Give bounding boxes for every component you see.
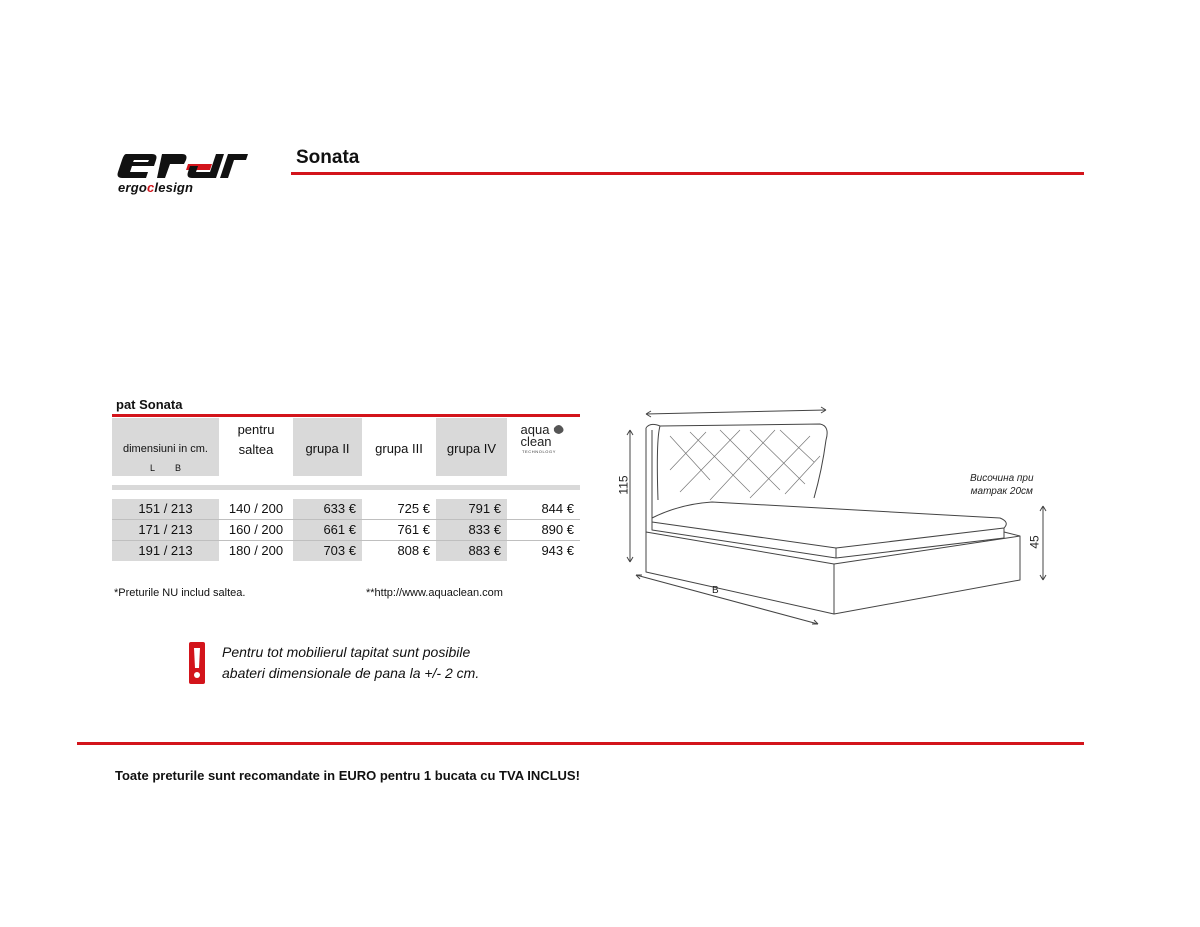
table-divider	[112, 414, 580, 417]
aquaclean-logo	[507, 418, 580, 458]
header-aquaclean	[507, 418, 580, 476]
table-row	[112, 499, 580, 519]
header-mattress-line1: pentru	[237, 422, 275, 437]
length-dim-line	[636, 575, 818, 624]
width-dim-line	[646, 410, 826, 414]
brand-logo	[112, 150, 252, 198]
bed-drawing	[600, 400, 1070, 630]
footer-divider	[77, 742, 1084, 745]
footnote-aquaclean-link[interactable]: **http://www.aquaclean.com	[366, 587, 503, 599]
header-group2-label: grupa II	[305, 441, 350, 456]
mattress-note-line1: Височина при	[970, 473, 1034, 484]
tolerance-warning	[222, 642, 479, 684]
cell-aquaclean: 943 €	[541, 543, 574, 558]
cell-mattress: 180 / 200	[228, 543, 284, 558]
cell-group2: 661 €	[293, 520, 362, 540]
mattress-height-note	[970, 472, 1034, 498]
mattress-note-line2: матрак 20см	[970, 486, 1033, 497]
table-row	[112, 520, 580, 540]
footnote-mattress: *Preturile NU includ saltea.	[114, 587, 246, 599]
title-divider	[291, 172, 1084, 175]
header-dimensions-label: dimensiuni in cm.	[123, 443, 208, 455]
warning-line2: abateri dimensionale de pana la +/- 2 cm.	[222, 665, 480, 681]
header-mattress-line2: saltea	[238, 442, 274, 457]
cell-aquaclean: 844 €	[541, 501, 574, 516]
base-height-label: 45	[1027, 535, 1042, 549]
cell-dimensions: 151 / 213	[112, 499, 219, 519]
logo-wordmark: ergoclesign	[118, 180, 194, 195]
cell-group3: 725 €	[397, 501, 430, 516]
cell-dimensions: 191 / 213	[112, 541, 219, 561]
header-mattress	[219, 418, 293, 478]
warning-line1: Pentru tot mobilierul tapitat sunt posibile	[222, 644, 471, 660]
table-row	[112, 541, 580, 561]
headboard-top	[646, 424, 827, 498]
page-title: Sonata	[296, 147, 360, 168]
cell-group2: 633 €	[293, 499, 362, 519]
header-group4	[436, 418, 507, 476]
aquaclean-logo-line2: clean	[520, 434, 552, 449]
cell-mattress: 140 / 200	[228, 501, 284, 516]
table-spacer	[112, 485, 580, 490]
bed-base-side	[834, 536, 1020, 614]
water-drop-icon	[554, 425, 564, 434]
header-group4-label: grupa IV	[446, 441, 497, 456]
cell-aquaclean: 890 €	[541, 522, 574, 537]
header-l: L	[149, 463, 155, 473]
exclamation-icon	[188, 642, 206, 689]
cell-group4: 791 €	[436, 499, 507, 519]
header-group3	[362, 418, 436, 476]
cell-group3: 761 €	[397, 522, 430, 537]
cell-group4: 883 €	[436, 541, 507, 561]
header-group3-label: grupa III	[375, 441, 423, 456]
table-title: pat Sonata	[116, 397, 183, 412]
cell-group3: 808 €	[397, 543, 430, 558]
length-label: B	[712, 585, 719, 596]
aquaclean-logo-sub: TECHNOLOGY	[521, 449, 557, 454]
cell-group2: 703 €	[293, 541, 362, 561]
cell-mattress: 160 / 200	[228, 522, 284, 537]
height-label: 115	[616, 475, 631, 495]
aquaclean-logo-line1: aqua	[520, 422, 550, 437]
price-disclaimer: Toate preturile sunt recomandate in EURO pentru 1 bucata cu TVA INCLUS!	[115, 768, 580, 783]
cell-dimensions: 171 / 213	[112, 520, 219, 540]
cell-group4: 833 €	[436, 520, 507, 540]
header-dimensions	[112, 418, 219, 476]
mattress-top	[652, 502, 1006, 548]
header-dimensions-sub	[112, 463, 219, 473]
bed-base-front	[646, 532, 834, 614]
header-b: B	[175, 463, 182, 473]
header-group2	[293, 418, 362, 476]
logo-mark	[112, 150, 252, 184]
